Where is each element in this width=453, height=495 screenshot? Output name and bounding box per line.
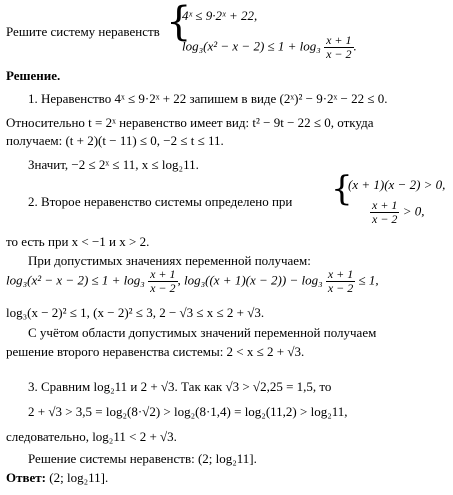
step2-eq1-numerator1: x + 1	[150, 267, 176, 281]
step2-eq1-denominator2: x − 2	[327, 281, 354, 295]
step2-domain-text: При допустимых значениях переменной получаем:	[28, 253, 311, 268]
step2-eq1-part-c: ≤ 1,	[358, 272, 379, 288]
step2-condition2-end: > 0,	[402, 203, 425, 219]
step2-condition2-numerator: x + 1	[372, 198, 398, 212]
task-system-line1: 4ˣ ≤ 9·2ˣ + 22,	[182, 8, 258, 23]
task-system-fraction	[324, 34, 353, 61]
step2-condition-brace: {	[331, 169, 353, 209]
step1-line2: Относительно t = 2ˣ неравенство имеет вид: t² − 9t − 22 ≤ 0, откуда	[6, 115, 374, 130]
step2-equation2: log₃(x − 2)² ≤ 1, (x − 2)² ≤ 3, 2 − √3 ≤ x ≤ 2 + √3.	[6, 305, 265, 320]
step3-line4: Решение системы неравенств: (2; log₂11].	[28, 451, 257, 466]
step3-line1: 3. Сравним log₂11 и 2 + √3. Так как √3 > √2,25 = 1,5, то	[28, 379, 332, 394]
step2-eq1-denominator1: x − 2	[150, 281, 176, 295]
task-fraction-denominator: x − 2	[326, 47, 352, 61]
system-brace: {	[166, 0, 192, 45]
step2-condition2-fraction	[370, 199, 399, 226]
step2-eq1-numerator2: x + 1	[327, 267, 354, 281]
step2-condition2-denominator: x − 2	[372, 212, 398, 226]
step2-eq1-part-b: , log₃((x + 1)(x − 2)) − log₃	[177, 272, 323, 288]
task-prefix: Решите систему неравенств	[6, 24, 160, 39]
step1-line1: 1. Неравенство 4ˣ ≤ 9·2ˣ + 22 запишем в виде (2ˣ)² − 9·2ˣ − 22 ≤ 0.	[28, 91, 388, 106]
step2-condition2	[370, 199, 424, 226]
step2-intro: 2. Второе неравенство системы определено при	[28, 194, 293, 209]
step2-then: то есть при x < −1 и x > 2.	[6, 234, 150, 249]
step3-line3: следовательно, log₂11 < 2 + √3.	[6, 429, 177, 444]
step2-eq1-fraction2	[326, 268, 355, 295]
task-system-line2-a: log₃(x² − x − 2) ≤ 1 + log₃	[182, 38, 321, 54]
task-system-line2	[182, 34, 357, 61]
task-fraction-numerator: x + 1	[326, 33, 352, 47]
solution-heading: Решение.	[6, 68, 61, 83]
step1-line3: получаем: (t + 2)(t − 11) ≤ 0, −2 ≤ t ≤ 11.	[6, 133, 224, 148]
answer-value: (2; log₂11].	[49, 470, 109, 485]
step3-line2: 2 + √3 > 3,5 = log₂(8·√2) > log₂(8·1,4) = log₂(11,2) > log₂11,	[28, 404, 348, 419]
step2-eq1-part-a: log₃(x² − x − 2) ≤ 1 + log₃	[6, 272, 145, 288]
step2-condition1: (x + 1)(x − 2) > 0,	[348, 177, 446, 192]
step2-conclusion1: С учётом области допустимых значений переменной получаем	[28, 325, 377, 340]
task-system-line2-end: .	[353, 38, 357, 54]
step2-conclusion2: решение второго неравенства системы: 2 < x ≤ 2 + √3.	[6, 344, 305, 359]
answer-label: Ответ:	[6, 470, 47, 485]
step1-line4: Значит, −2 ≤ 2ˣ ≤ 11, x ≤ log₂11.	[28, 157, 199, 172]
step2-eq1-fraction1	[148, 268, 177, 295]
step2-equation1	[6, 268, 379, 295]
answer-line	[6, 470, 108, 486]
